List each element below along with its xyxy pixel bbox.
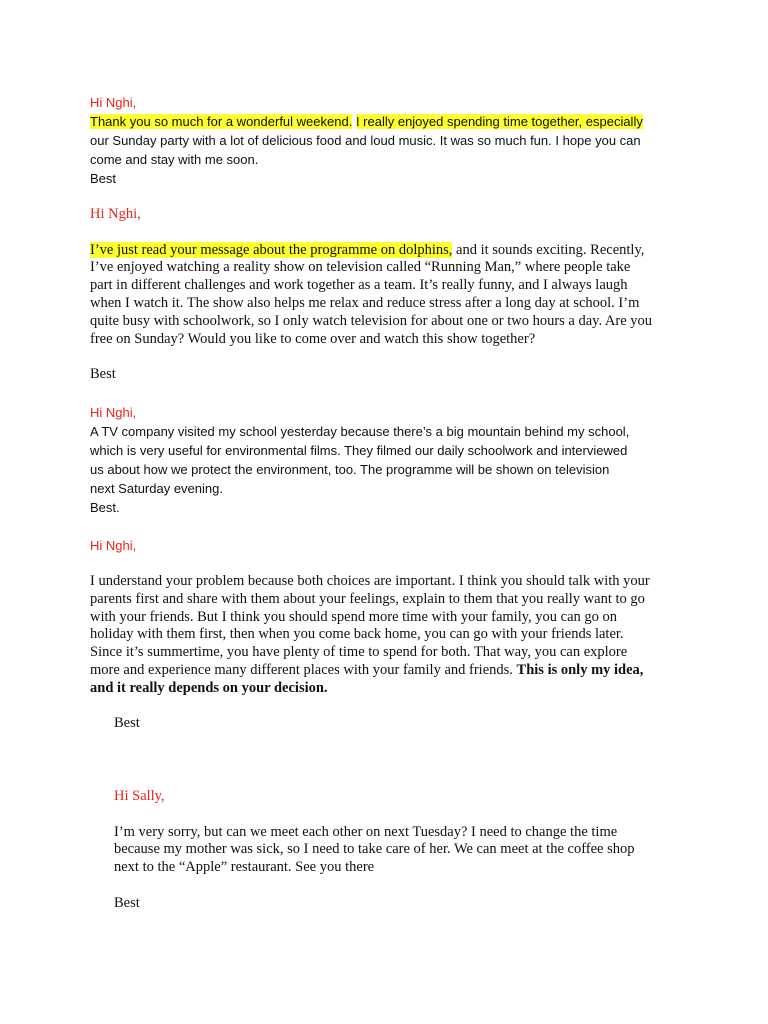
letter-3-line-2: which is very useful for environmental films. They filmed our daily schoolwork and interviewed: [90, 443, 628, 458]
highlight-1: Thank you so much for a wonderful weekend.: [90, 114, 353, 129]
letter-4-greeting: Hi Nghi,: [90, 538, 137, 553]
letter-5: [114, 788, 714, 913]
letter-2-line-6: free on Sunday? Would you like to come over and watch this show together?: [90, 330, 536, 347]
highlight-3: I’ve just read your message about the programme on dolphins,: [90, 241, 453, 258]
letter-5-closing: Best: [114, 894, 140, 911]
letter-3-line-1: A TV company visited my school yesterday because there’s a big mountain behind my school,: [90, 424, 630, 439]
letter-1-closing: Best: [90, 171, 117, 186]
letter-2-line-3: part in different challenges and work together as a team. It’s really funny, and I always laugh: [90, 277, 628, 294]
letter-3-line-3: us about how we protect the environment, too. The programme will be shown on television: [90, 462, 610, 477]
letter-2-line-1: I’ve just read your message about the programme on dolphins, and it sounds exciting. Recently,: [90, 241, 645, 258]
letter-2-line-4: when I watch it. The show also helps me relax and reduce stress after a long day at school. I’m: [90, 294, 640, 311]
letter-4-line-1: I understand your problem because both choices are important. I think you should talk with your: [90, 573, 650, 589]
letter-3: [90, 403, 690, 517]
letter-1-line-3: come and stay with me soon.: [90, 152, 259, 167]
bold-text: This is only my idea,: [516, 661, 644, 678]
letter-4-line-3: with your friends. But I think you should spend more time with your family, you can go on: [90, 608, 618, 625]
letter-5-greeting: Hi Sally,: [114, 788, 165, 804]
letter-2: [90, 206, 690, 384]
letter-3-closing: Best.: [90, 500, 120, 515]
letter-1-greeting: Hi Nghi,: [90, 95, 137, 110]
letter-4-line-5: Since it’s summertime, you have plenty of time to spend for both. That way, you can explore: [90, 644, 628, 661]
letter-4-line-2: parents first and share with them about your feelings, explain to them that you really want to go: [90, 590, 645, 607]
letter-4-line-7: and it really depends on your decision.: [90, 679, 328, 696]
highlight-2: I really enjoyed spending time together, especially: [355, 114, 643, 129]
letter-1-line-2: our Sunday party with a lot of delicious food and loud music. It was so much fun. I hope you can: [90, 133, 641, 148]
letter-4-closing: Best: [114, 715, 140, 731]
letter-4-line-4: holiday with them first, then when you come back home, you can go with your friends later.: [90, 626, 624, 643]
letter-5-line-2: because my mother was sick, so I need to take care of her. We can meet at the coffee shop: [114, 841, 635, 858]
letter-3-line-4: next Saturday evening.: [90, 481, 223, 496]
letter-2-line-5: quite busy with schoolwork, so I only watch television for about one or two hours a day. Are you: [90, 312, 653, 329]
letter-2-line-2: I’ve enjoyed watching a reality show on television called “Running Man,” where people take: [90, 259, 631, 276]
letter-1: [90, 93, 690, 188]
letter-4: [90, 573, 690, 698]
letter-5-line-1: I’m very sorry, but can we meet each other on next Tuesday? I need to change the time: [114, 823, 618, 840]
letter-5-line-3: next to the “Apple” restaurant. See you there: [114, 859, 375, 876]
letter-3-greeting: Hi Nghi,: [90, 405, 137, 420]
letter-4-line-6: more and experience many different places with your family and friends. This is only my idea,: [90, 661, 644, 678]
letter-2-greeting: Hi Nghi,: [90, 206, 141, 222]
letter-2-closing: Best: [90, 366, 116, 383]
letter-1-line-1: [90, 112, 690, 131]
